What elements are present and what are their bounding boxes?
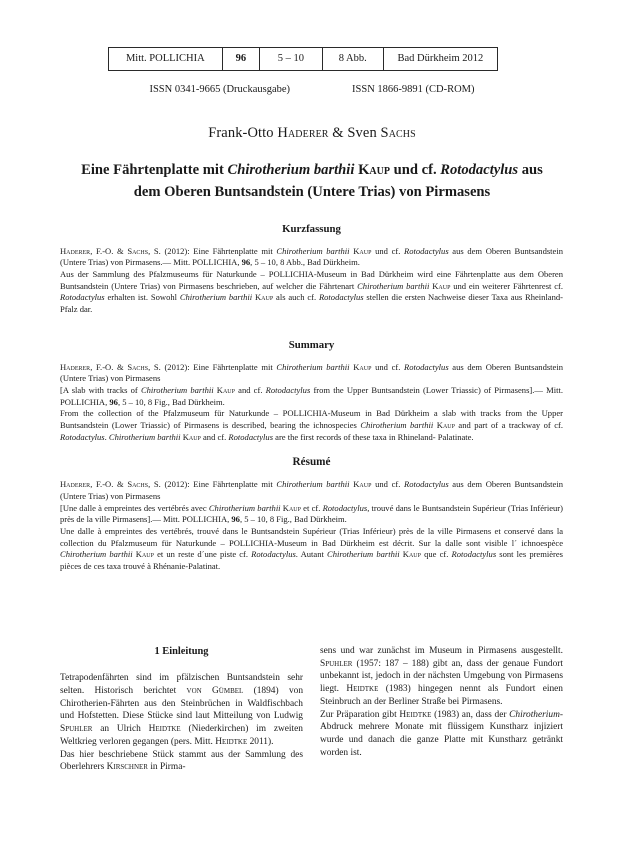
abstract-resume [60, 455, 563, 573]
introduction-column-right [320, 645, 563, 760]
masthead-figures-cell: 8 Abb. [322, 48, 383, 71]
summary-citation: Haderer, F.-O. & Sachs, S. (2012): Eine Fährtenplatte mit Chirotherium barthii Kaup und cf. Rotodactylus aus dem Oberen Buntsandstein (Untere Trias) von Pirmasens [A slab with tracks of Chirotherium barthii Kaup and cf. Rotodactylus from the Upper Buntsandstein (Lower Triassic) of Pirmasens].— Mitt. POLLICHIA, 96, 5 – 10, 8 Fig., Bad Dürkheim. [60, 361, 563, 407]
resume-citation: Haderer, F.-O. & Sachs, S. (2012): Eine Fährtenplatte mit Chirotherium barthii Kaup und cf. Rotodactylus aus dem Oberen Buntsandstein (Untere Trias) von Pirmasens [Une dalle à empreintes des vertébrés avec Chirotherium barthii Kaup et cf. Rotodactylus, trouvé dans le Buntsandstein Supérieur (Trias Inférieur) près de la ville Pirmasens].— Mitt. POLLICHIA, 96, 5 – 10, 8 Fig., Bad Dürkheim. [60, 479, 563, 525]
title-line-2: dem Oberen Buntsandstein (Untere Trias) von Pirmasens [133, 183, 491, 200]
masthead-journal-cell: Mitt. POLLICHIA [109, 48, 223, 71]
summary-body: From the collection of the Pfalzmuseum für Naturkunde – POLLICHIA-Museum in Bad Dürkheim a slab with tracks from the Upper Buntsandstein (Lower Triassic) of Pirmasens is described, bearing the ichnospecies Chirotherium barthii Kaup and part of a trackway of cf. Rotodactylus. Chirotherium barthii Kaup and cf. Rotodactylus are the first records of these taxa in Rhineland- Palatinate. [60, 408, 563, 442]
kurzfassung-heading: Kurzfassung [282, 223, 341, 235]
introduction-column-left [60, 645, 303, 774]
introduction-right-paragraph-2: Zur Präparation gibt Heidtke (1983) an, dass der Chirotherium-Abdruck mehrere Monate mit flüssigem Kunstharz injiziert wurde und danach die ganze Platte mit Kunstharz getränkt worden ist. [320, 709, 563, 758]
abstract-summary [60, 338, 563, 443]
issn-cdrom: ISSN 1866-9891 (CD-ROM) [352, 84, 475, 95]
issn-print: ISSN 0341-9665 (Druckausgabe) [149, 84, 291, 95]
journal-masthead-table [108, 47, 498, 71]
authors-line: Frank-Otto Haderer & Sven Sachs [208, 125, 416, 141]
author-surname-haderer: Haderer [277, 125, 329, 141]
title-line-1: Eine Fährtenplatte mit Chirotherium barthii Kaup und cf. Rotodactylus aus [81, 162, 543, 178]
introduction-section [60, 645, 563, 830]
kurzfassung-body: Aus der Sammlung des Pfalzmuseums für Naturkunde – POLLICHIA-Museum in Bad Dürkheim wird eine Fährtenplatte aus dem Oberen Buntsandstein (Untere Trias) von Pirmasens beschrieben, auf welcher die Fährtenart Chirotherium barthii Kaup und ein weiterer Fährtenrest cf. Rotodactylus erhalten ist. Sowohl Chirotherium barthii Kaup als auch cf. Rotodactylus stellen die ersten Nachweise dieser Taxa aus Rheinland-Pfalz dar. [60, 269, 563, 315]
issn-row [62, 84, 562, 95]
table-row [109, 48, 498, 71]
kurzfassung-citation: Haderer, F.-O. & Sachs, S. (2012): Eine Fährtenplatte mit Chirotherium barthii Kaup und cf. Rotodactylus aus dem Oberen Buntsandstein (Untere Trias) von Pirmasens.— Mitt. POLLICHIA, 96, 5 – 10, 8 Abb., Bad Dürkheim. [60, 245, 563, 268]
masthead-place-year-cell: Bad Dürkheim 2012 [383, 48, 497, 71]
introduction-left-paragraph-2: Das hier beschriebene Stück stammt aus der Sammlung des Oberlehrers Kirschner in Pirma- [60, 749, 303, 773]
masthead-volume-cell: 96 [222, 48, 259, 71]
abstract-kurzfassung [60, 222, 563, 316]
resume-heading: Résumé [292, 456, 331, 468]
masthead-pages-cell: 5 – 10 [260, 48, 323, 71]
summary-heading: Summary [288, 339, 335, 351]
resume-body: Une dalle à empreintes des vertébrés, trouvé dans le Buntsandstein Supérieur (Trias Inférieur) près de la ville Pirmasens et conservé dans la collection du Pfalzmuseum für Naturkunde – POLLICHIA-Museum in Bad Dürkheim est décrit. Sur la dalle sont visible l´ ichnoespèce Chirotherium barthii Kaup et un reste d´une piste cf. Rotodactylus. Autant Chirotherium barthii Kaup que cf. Rotodactylus sont les premières pièces de ces taxa trouvé à Rhénanie-Palatinat. [60, 525, 564, 571]
page-title [62, 160, 562, 204]
introduction-heading: 1 Einleitung [154, 646, 209, 657]
introduction-right-paragraph-1: sens und war zunächst im Museum in Pirmasens ausgestellt. Spuhler (1957: 187 – 188) gibt an, dass der genaue Fundort unbekannt ist, jedoch in der nächsten Umgebung von Pirmasens liegt. Heidtke (1983) hingegen nennt als Fundort einen Steinbruch an der Berliner Straße bei Pirmasens. [320, 646, 563, 707]
introduction-left-paragraph-1: Tetrapodenfährten sind im pfälzischen Buntsandstein sehr selten. Historisch berichtet von Gümbel (1894) von Chirotherien-Fährten aus den Steinbrüchen in Waldfischbach und Hofstetten. Diese Stücke sind laut Mitteilung von Ludwig Spuhler an Ulrich Heidtke (Niederkirchen) im zweiten Weltkrieg verloren gegangen (pers. Mitt. Heidtke 2011). [60, 673, 304, 747]
author-surname-sachs: Sachs [380, 125, 416, 141]
